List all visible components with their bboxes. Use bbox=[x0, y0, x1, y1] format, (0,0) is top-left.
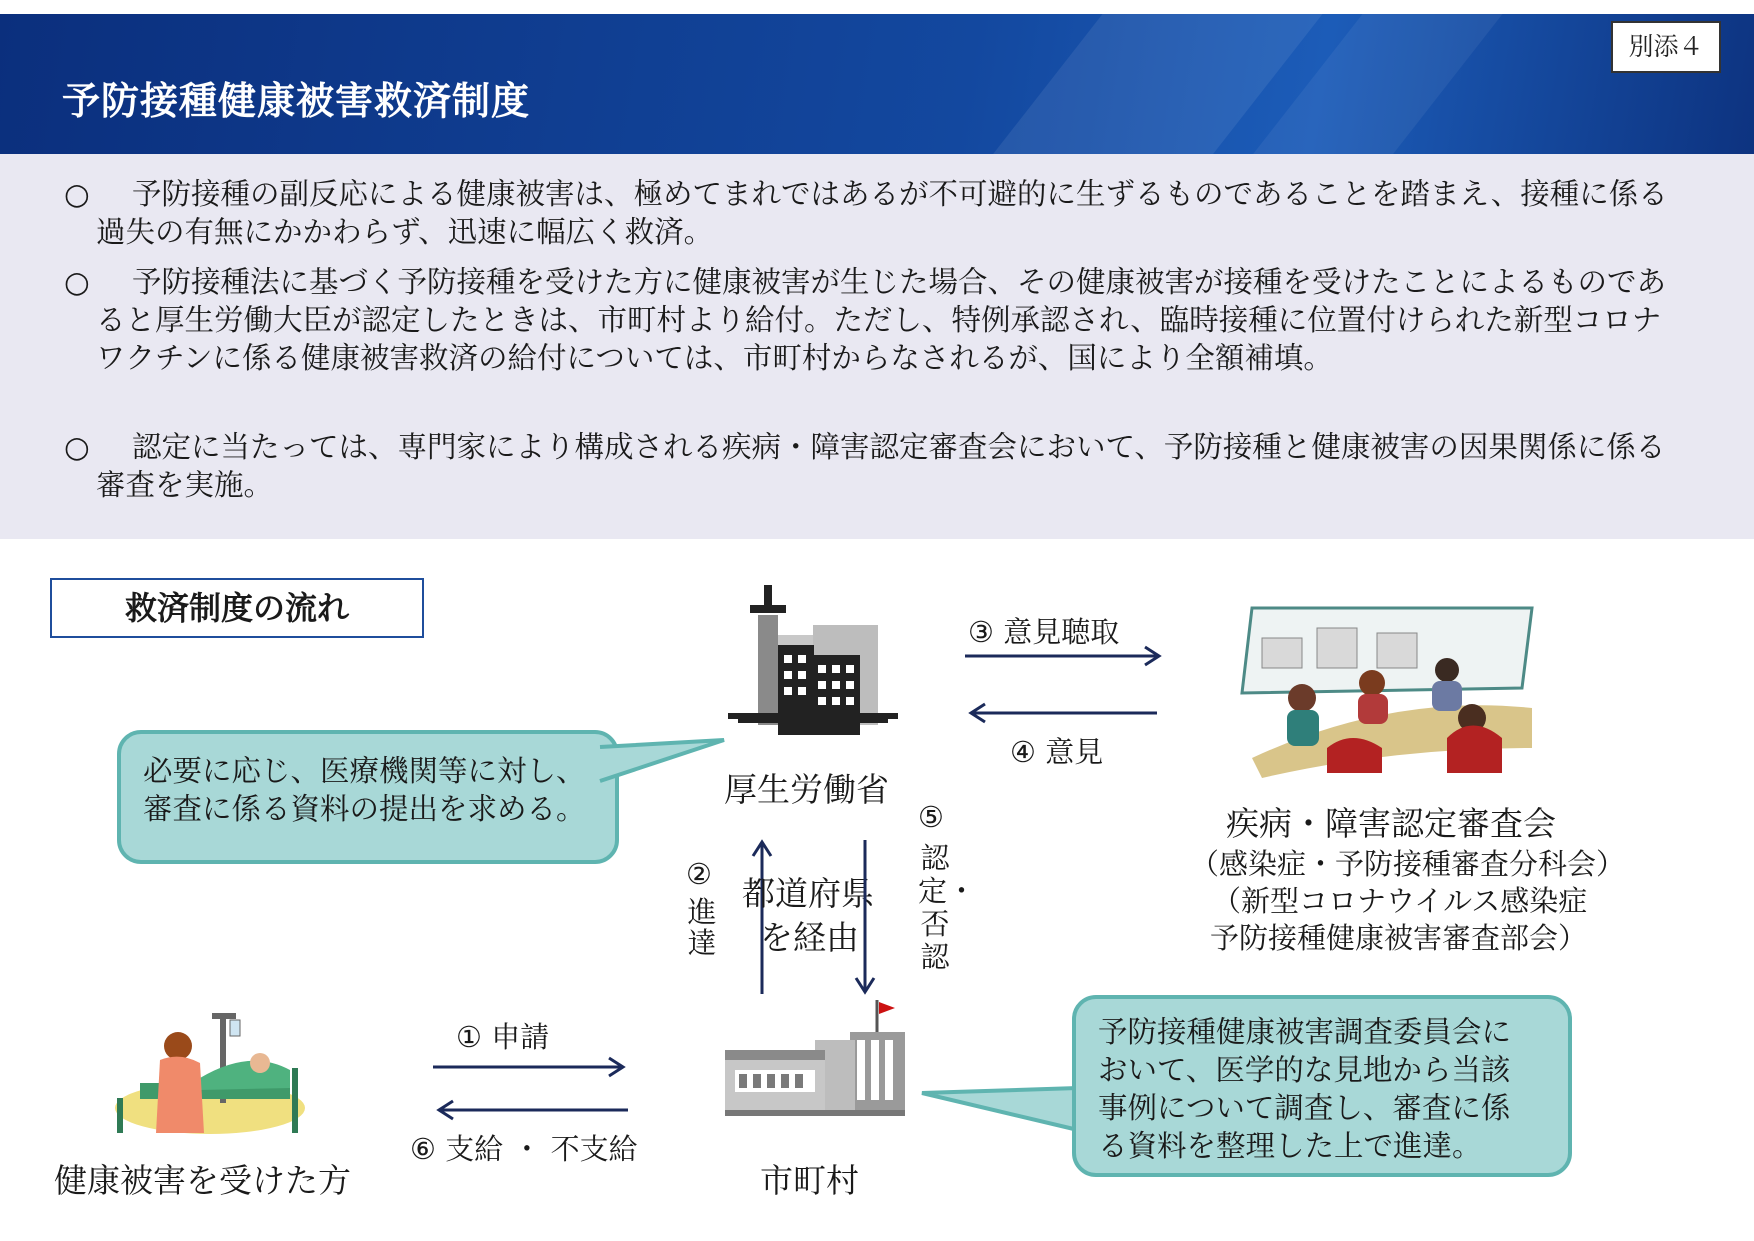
council-name: 疾病・障害認定審査会 bbox=[1226, 804, 1556, 843]
council-covid-line1: （新型コロナウイルス感染症 bbox=[1212, 884, 1588, 918]
summary-bullet bbox=[64, 263, 1684, 377]
bullet-text: 認定に当たっては、専門家により構成される疾病・障害認定審査会において、予防接種と健康被害の因果関係に係る審査を実施。 bbox=[96, 430, 1666, 502]
step4-label: ④ 意見 bbox=[1010, 735, 1104, 769]
municipality-building-icon bbox=[725, 1000, 905, 1120]
prefecture-line1: 都道府県 bbox=[742, 874, 874, 913]
summary-bullet bbox=[64, 428, 1684, 504]
bullet-circle-icon: ○ bbox=[64, 430, 90, 464]
step4-arrow bbox=[965, 701, 1165, 725]
mhlw-label: 厚生労働省 bbox=[724, 770, 889, 809]
meeting-illustration-icon bbox=[1232, 598, 1552, 788]
attachment-tag: 別添４ bbox=[1611, 21, 1721, 73]
council-covid-line2: 予防接種健康被害審査部会） bbox=[1210, 921, 1588, 955]
right-callout-line: 事例について調査し、審査に係 bbox=[1098, 1091, 1511, 1125]
flow-section-title: 救済制度の流れ bbox=[50, 578, 424, 638]
page-title: 予防接種健康被害救済制度 bbox=[62, 79, 531, 123]
bullet-text: 予防接種法に基づく予防接種を受けた方に健康被害が生じた場合、その健康被害が接種を受けたことによるものであると厚生労働大臣が認定したときは、市町村より給付。ただし、特例承認され、臨時接種に位置付けられた新型コロナワクチンに係る健康被害救済の給付については、市町村からなされるが、国により全額補填。 bbox=[96, 265, 1667, 375]
step5-text: 認定・否認 bbox=[918, 841, 977, 974]
victim-label: 健康被害を受けた方 bbox=[54, 1161, 351, 1200]
council-subcommittee: （感染症・予防接種審査分科会） bbox=[1190, 847, 1626, 881]
ministry-building-icon bbox=[728, 585, 898, 745]
patient-bed-illustration-icon bbox=[100, 1008, 300, 1143]
left-callout-line: 必要に応じ、医療機関等に対し、 bbox=[143, 754, 586, 788]
step5-arrow-down bbox=[853, 838, 877, 996]
step3-label: ③ 意見聴取 bbox=[968, 615, 1120, 649]
summary-bullet bbox=[64, 175, 1684, 251]
prefecture-line2: を経由 bbox=[760, 918, 859, 957]
right-callout-line: おいて、医学的な見地から当該 bbox=[1098, 1053, 1511, 1087]
bullet-text: 予防接種の副反応による健康被害は、極めてまれではあるが不可避的に生ずるものであることを踏まえ、接種に係る過失の有無にかかわらず、迅速に幅広く救済。 bbox=[96, 177, 1668, 249]
step1-label: ① 申請 bbox=[456, 1020, 550, 1054]
step6-label: ⑥ 支給 ・ 不支給 bbox=[410, 1132, 638, 1166]
right-callout-line: る資料を整理した上で進達。 bbox=[1098, 1129, 1482, 1163]
bullet-circle-icon: ○ bbox=[64, 177, 90, 211]
step1-arrow bbox=[433, 1055, 628, 1079]
step5-number: ⑤ bbox=[918, 800, 944, 834]
left-callout bbox=[117, 730, 619, 864]
step2-text: 進達 bbox=[687, 895, 717, 960]
step2-number: ② bbox=[686, 857, 712, 891]
municipality-label: 市町村 bbox=[760, 1161, 859, 1200]
step3-arrow bbox=[965, 644, 1165, 668]
right-callout-line: 予防接種健康被害調査委員会に bbox=[1098, 1015, 1512, 1049]
right-callout-pointer bbox=[918, 1080, 1078, 1140]
step6-arrow bbox=[433, 1098, 628, 1122]
left-callout-pointer bbox=[600, 735, 730, 795]
bullet-circle-icon: ○ bbox=[64, 265, 90, 299]
right-callout bbox=[1072, 995, 1572, 1177]
left-callout-line: 審査に係る資料の提出を求める。 bbox=[143, 792, 586, 826]
